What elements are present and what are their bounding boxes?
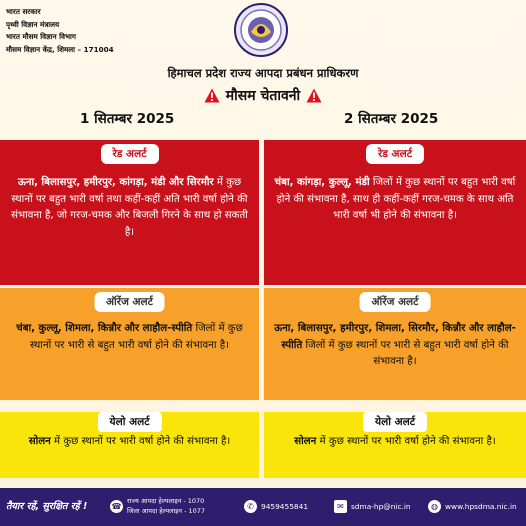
globe-icon: ◍ — [428, 500, 441, 513]
orange-alert-badge: ऑरेंज अलर्ट — [94, 292, 165, 312]
email-icon: ✉ — [334, 500, 347, 513]
footer-slogan: तैयार रहें, सुरक्षित रहें ! — [6, 501, 88, 512]
red-alert-day2-panel — [264, 140, 526, 285]
date-day-2: 2 सितम्बर 2025 — [344, 111, 439, 127]
yellow-alert-badge: येलो अलर्ट — [363, 412, 427, 432]
red-day1-description: में कुछ स्थानों पर बहुत भारी वर्षा तथा कहीं-कहीं अति भारी वर्षा होने की संभावना है, जो गरज-चमक और बिजली गिरने के साथ हो सकती है। — [11, 177, 248, 238]
org-header — [6, 6, 114, 56]
whatsapp-number[interactable]: 9459455841 — [261, 502, 309, 511]
email-address[interactable]: sdma-hp@nic.in — [351, 502, 411, 511]
district-helpline: जिला आपदा हेल्पलाइन - 1077 — [127, 507, 206, 515]
whatsapp-contact[interactable] — [244, 500, 308, 513]
orange-alert-day1-text — [10, 321, 249, 354]
yellow-alert-day1-text — [10, 434, 249, 451]
red-alert-day1-panel — [0, 140, 259, 285]
authority-title: हिमाचल प्रदेश राज्य आपदा प्रबंधन प्राधिकरण — [167, 66, 359, 80]
whatsapp-icon: ✆ — [244, 500, 257, 513]
red-day2-districts: चंबा, कांगड़ा, कुल्लू, मंडी — [274, 177, 370, 188]
footer-bar — [0, 488, 526, 526]
red-alert-day1-text — [10, 175, 249, 241]
date-day-1: 1 सितम्बर 2025 — [80, 111, 175, 127]
website-contact[interactable] — [428, 500, 517, 513]
red-alert-day2-text — [274, 175, 516, 225]
red-day1-districts: ऊना, बिलासपुर, हमीरपुर, कांगड़ा, मंडी और सिरमौर — [17, 177, 214, 188]
yellow-day2-description: में कुछ स्थानों पर भारी वर्षा होने की संभावना है। — [316, 436, 496, 447]
orange-day1-description: जिलों में कुछ स्थानों पर भारी से बहुत भारी वर्षा होने की संभावना है। — [30, 323, 243, 351]
yellow-alert-day2-text — [274, 434, 516, 451]
org-line-3: भारत मौसम विज्ञान विभाग — [6, 32, 76, 42]
red-alert-badge: रेड अलर्ट — [366, 144, 424, 164]
website-link[interactable]: www.hpsdma.nic.in — [445, 502, 517, 511]
org-line-1: भारत सरकार — [6, 7, 41, 16]
orange-day2-description: जिलों में कुछ स्थानों पर भारी से बहुत भारी वर्षा होने की संभावना है। — [302, 339, 509, 368]
warning-icon — [306, 88, 322, 103]
state-helpline: राज्य आपदा हेल्पलाइन - 1070 — [127, 497, 205, 505]
org-line-4: मौसम विज्ञान केंद्र, शिमला – 171004 — [6, 44, 114, 54]
red-day2-description: जिलों में कुछ स्थानों पर बहुत भारी वर्षा होने की संभावना है, साथ ही कहीं-कहीं गरज-चमक के साथ अति भारी वर्षा भी होने की संभावना है। — [276, 177, 516, 222]
helpline-block — [110, 496, 205, 516]
orange-alert-day2-panel — [264, 288, 526, 400]
org-line-2: पृथ्वी विज्ञान मंत्रालय — [6, 19, 60, 29]
phone-icon: ☎ — [111, 501, 122, 511]
yellow-day2-districts: सोलन — [294, 436, 317, 447]
yellow-day1-districts: सोलन — [28, 436, 51, 447]
emblem-logo — [231, 2, 291, 58]
yellow-day1-description: में कुछ स्थानों पर भारी वर्षा होने की संभावना है। — [50, 436, 231, 447]
orange-day2-districts: ऊना, बिलासपुर, हमीरपुर, शिमला, सिरमौर, किन्नौर और लाहौल-स्पीति — [274, 323, 516, 351]
warning-icon — [204, 88, 220, 103]
orange-alert-badge: ऑरेंज अलर्ट — [360, 292, 431, 312]
yellow-alert-badge: येलो अलर्ट — [97, 412, 161, 432]
orange-day1-districts: चंबा, कुल्लू, शिमला, किन्नौर और लाहौल-स्पीति — [16, 323, 193, 334]
email-contact[interactable] — [334, 500, 411, 513]
yellow-alert-day1-panel — [0, 412, 259, 478]
warning-heading — [0, 86, 526, 105]
orange-alert-day2-text — [274, 321, 516, 371]
red-alert-badge: रेड अलर्ट — [100, 144, 158, 164]
warning-title: मौसम चेतावनी — [225, 88, 301, 104]
orange-alert-day1-panel — [0, 288, 259, 400]
yellow-alert-day2-panel — [264, 412, 526, 478]
